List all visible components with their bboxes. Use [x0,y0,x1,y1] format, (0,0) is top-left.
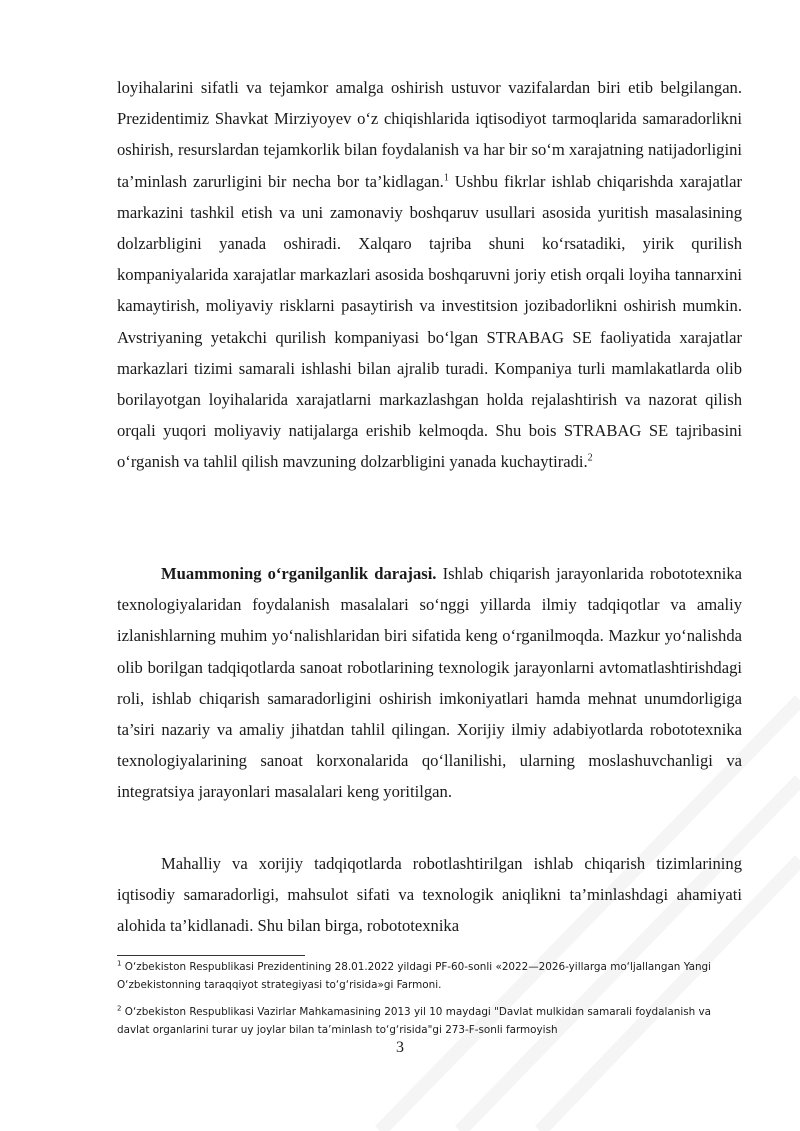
paragraph-intro [117,72,742,478]
paragraph-text: Ushbu fikrlar ishlab chiqarishda xarajatlar markazini tashkil etish va uni zamonaviy boshqaruv usullari asosida yuritish masalasining dolzarbligini yanada oshiradi. Xalqaro tajriba shuni ko‘rsatadiki, yirik qurilish kompaniyalarida xarajatlar markazlari asosida boshqaruvni joriy etish orqali loyiha tannarxini kamaytirish, moliyaviy risklarni pasaytirish va investitsion jozibadorlikni oshirish mumkin. Avstriyaning yetakchi qurilish kompaniyasi bo‘lgan STRABAG SE faoliyatida xarajatlar markazlari tizimi samarali ishlashi bilan ajralib turadi. Kompaniya turli mamlakatlarda olib borilayotgan loyihalarida xarajatlarni markazlashgan holda rejalashtirish va nazorat qilish orqali yuqori moliyaviy natijalarga erishib kelmoqda. Shu bois STRABAG SE tajribasini o‘rganish va tahlil qilish mavzuning dolzarbligini yanada kuchaytiradi. [117,171,742,472]
footnote-number: 2 [117,1004,122,1013]
paragraph-research-level [117,558,742,808]
section-heading: Muammoning o‘rganilganlik darajasi. [161,564,437,583]
paragraph-text: Ishlab chiqarish jarayonlarida robototexnika texnologiyalaridan foydalanish masalalari so‘nggi yillarda ilmiy tadqiqotlar va amaliy izlanishlarning muhim yo‘nalishlaridan biri sifatida keng o‘rganilmoqda. Mazkur yo‘nalishda olib borilgan tadqiqotlarda sanoat robotlarining texnologik jarayonlarni avtomatlashtirishdagi roli, ishlab chiqarish samaradorligini oshirish imkoniyatlari hamda mehnat unumdorligiga ta’siri nazariy va amaliy jihatdan tahlil qilingan. Xorijiy ilmiy adabiyotlarda robototexnika texnologiyalarining sanoat korxonalarida qo‘llanilishi, ularning moslashuvchanligi va integratsiya jarayonlari masalalari keng yoritilgan. [117,564,742,802]
footnote-1 [117,958,742,994]
paragraph-text: Mahalliy va xorijiy tadqiqotlarda robotlashtirilgan ishlab chiqarish tizimlarining iqtisodiy samaradorligi, mahsulot sifati va texnologik aniqlikni ta’minlashdagi ahamiyati alohida ta’kidlanadi. Shu bilan birga, robototexnika [117,854,742,936]
footnote-text: O‘zbekiston Respublikasi Vazirlar Mahkamasining 2013 yil 10 maydagi "Davlat mulkidan samarali foydalanish va davlat organlarini turar uy joylar bilan ta’minlash to‘g‘risida"gi 273-F-sonli farmoyish [117,1006,712,1036]
footnote-ref-2[interactable]: 2 [587,452,593,464]
paragraph-text: loyihalarini sifatli va tejamkor amalga oshirish ustuvor vazifalardan biri etib belgilangan. Prezidentimiz Shavkat Mirziyoyev o‘z chiqishlarida iqtisodiyot tarmoqlarida samaradorlikni oshirish, resurslardan tejamkorlik bilan foydalanish va har bir so‘m xarajatning natijadorligini ta’minlash zarurligini bir necha bor ta’kidlagan. [117,78,742,191]
footnote-ref-1[interactable]: 1 [443,172,449,184]
paragraph-local-foreign [117,848,742,942]
footnote-text: O‘zbekiston Respublikasi Prezidentining 28.01.2022 yildagi PF-60-sonli «2022—2026-yillarga mo‘ljallangan Yangi O‘zbekistonning taraqqiyot strategiyasi to‘g‘risida»gi Farmoni. [117,961,712,991]
page-number: 3 [396,1039,404,1056]
footnote-divider [117,955,305,956]
footnote-number: 1 [117,959,122,968]
footnote-2 [117,1003,742,1039]
